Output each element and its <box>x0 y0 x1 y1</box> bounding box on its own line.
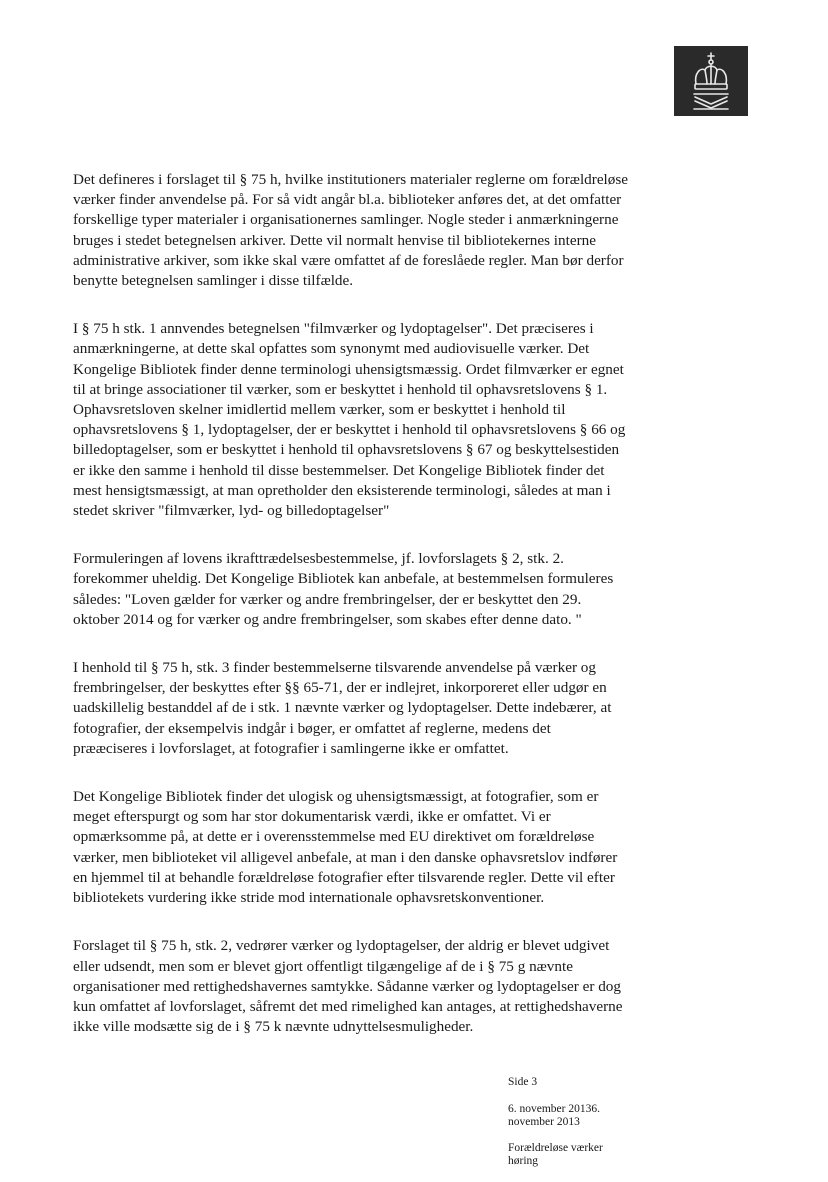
crown-logo <box>674 46 748 116</box>
paragraph-5: Det Kongelige Bibliotek finder det ulogisk og uhensigtsmæssigt, at fotografier, som er meget efterspurgt og som har stor dokumentarisk værdi, ikke er omfattet. Vi er opmærksomme på, at dette er i overensstemmelse med EU direktivet om forældreløse værker, men biblioteket vil alligevel anbefale, at man i den danske ophavsretslov indfører en hjemmel til at behandle forældreløse fotografier efter tilsvarende regler. Dette vil efter bibliotekets vurdering ikke stride mod internationale ophavsretskonventioner. <box>73 788 618 907</box>
page-footer <box>508 1063 708 1182</box>
paragraph-2: I § 75 h stk. 1 annvendes betegnelsen "filmværker og lydoptagelser". Det præciseres i anmærkningerne, at dette skal opfattes som synonymt med audiovisuelle værker. Det Kongelige Bibliotek finder denne terminologi uhensigtsmæssig. Ordet filmværker er egnet til at bringe associationer til værker, som er beskyttet i henhold til ophavsretslovens § 1. Ophavsretsloven skelner imidlertid mellem værker, som er beskyttet i henhold til ophavsretslovens § 1, lydoptagelser, der er beskyttet i henhold til ophavsretslovens § 66 og billedoptagelser, som er beskyttet i henhold til ophavsretslovens § 67 og beskyttelsestiden er ikke den samme i henhold til disse bestemmelser. Det Kongelige Bibliotek finder det mest hensigtsmæssigt, at man opretholder den eksisterende terminologi, således at man i stedet skriver "filmværker, lyd- og billedoptagelser" <box>73 320 626 520</box>
crown-icon <box>674 46 748 116</box>
paragraph-3: Formuleringen af lovens ikrafttrædelsesbestemmelse, jf. lovforslagets § 2, stk. 2. forekommer uheldig. Det Kongelige Bibliotek kan anbefale, at bestemmelsen formuleres således: "Loven gælder for værker og andre frembringelser, der er beskyttet den 29. oktober 2014 og for værker og andre frembringelser, som skabes efter denne dato. " <box>73 550 614 628</box>
footer-date: 6. november 20136. november 2013 <box>508 1102 600 1128</box>
page-number: Side 3 <box>508 1076 538 1089</box>
paragraph-4: I henhold til § 75 h, stk. 3 finder bestemmelserne tilsvarende anvendelse på værker og frembringelser, der beskyttes efter §§ 65-71, der er indlejret, inkorporeret eller udgør en uadskillelig bestanddel af de i stk. 1 nævnte værker og lydoptagelser. Dette indebærer, at fotografier, der eksempelvis indgår i bøger, er omfattet af reglerne, medens det prææciseres i lovforslaget, at fotografier i samlingerne ikke er omfattet. <box>73 659 612 757</box>
footer-subject: Forældreløse værker høring <box>508 1142 603 1168</box>
paragraph-1: Det defineres i forslaget til § 75 h, hvilke institutioners materialer reglerne om forældreløse værker finder anvendelse på. For så vidt angår bl.a. biblioteker anføres det, at det omfatter forskellige typer materialer i organisationernes samlinger. Nogle steder i anmærkningerne bruges i stedet betegnelsen arkiver. Dette vil normalt henvise til bibliotekernes interne administrative arkiver, som ikke skal være omfattet af de foreslåede regler. Man bør derfor benytte betegnelsen samlinger i disse tilfælde. <box>73 171 629 290</box>
paragraph-6: Forslaget til § 75 h, stk. 2, vedrører værker og lydoptagelser, der aldrig er blevet udgivet eller udsendt, men som er blevet gjort offentligt tilgængelige af de i § 75 g nævnte organisationer med rettighedshavernes samtykke. Sådanne værker og lydoptagelser er dog kun omfattet af lovforslaget, såfremt det med rimelighed kan antages, at rettighedshaverne ikke ville modsætte sig de i § 75 k nævnte udnyttelsesmuligheder. <box>73 937 623 1036</box>
letter-body <box>73 170 673 1065</box>
